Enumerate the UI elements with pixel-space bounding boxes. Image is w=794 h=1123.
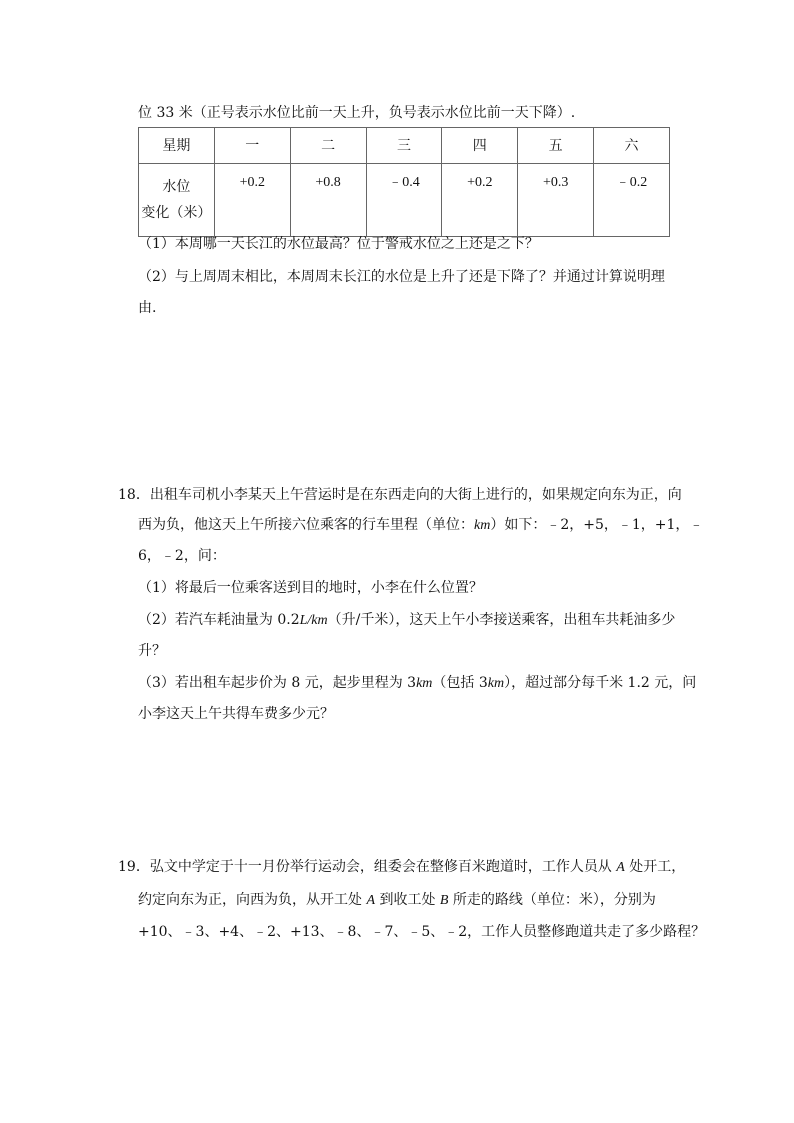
unit-l-per-km: L/km bbox=[299, 613, 328, 628]
value-tue: +0.8 bbox=[290, 164, 366, 237]
q18-line1: 18．出租车司机小李某天上午营运时是在东西走向的大街上进行的，如果规定向东为正，向 bbox=[118, 487, 682, 503]
q18-sub3-line2: 小李这天上午共得车费多少元？ bbox=[138, 706, 334, 722]
q19-line2 bbox=[138, 890, 656, 911]
value-mon: +0.2 bbox=[214, 164, 290, 237]
q18-line2 bbox=[138, 515, 703, 536]
day-fri: 五 bbox=[518, 128, 594, 164]
q18-sub2-line2: 升？ bbox=[138, 643, 166, 659]
value-fri: +0.3 bbox=[518, 164, 594, 237]
q17-intro-tail: 位 33 米（正号表示水位比前一天上升，负号表示水位比前一天下降）. bbox=[138, 105, 576, 121]
q19-line1-a: 19．弘文中学定于十一月份举行运动会，组委会在整修百米跑道时，工作人员从 bbox=[118, 859, 617, 875]
table-data-row bbox=[139, 164, 670, 237]
q18-sub2-b: （升/千米），这天上午小李接送乘客，出租车共耗油多少 bbox=[327, 612, 676, 628]
q18-line3: 6，﹣2，问： bbox=[138, 548, 226, 564]
day-sat: 六 bbox=[594, 128, 670, 164]
table-header-label: 星期 bbox=[139, 128, 215, 164]
q19-line2-c: 所走的路线（单位：米），分别为 bbox=[448, 892, 656, 908]
q18-line2-a: 西为负，他这天上午所接六位乘客的行车里程（单位： bbox=[138, 517, 474, 533]
q19-line3: +10、﹣3、+4、﹣2、+13、﹣8、﹣7、﹣5、﹣2，工作人员整修跑道共走了多少路程？ bbox=[138, 924, 706, 940]
q17-sub1: （1）本周哪一天长江的水位最高？位于警戒水位之上还是之下？ bbox=[138, 236, 539, 252]
point-a: A bbox=[366, 893, 376, 908]
q19-line2-b: 到收工处 bbox=[375, 892, 440, 908]
unit-km: km bbox=[487, 676, 505, 691]
day-thu: 四 bbox=[442, 128, 518, 164]
q19-line2-a: 约定向东为正，向西为负，从开工处 bbox=[138, 892, 367, 908]
point-a: A bbox=[616, 860, 625, 875]
q17-sub2-line2: 由. bbox=[138, 300, 157, 316]
q18-sub1: （1）将最后一位乘客送到目的地时，小李在什么位置？ bbox=[138, 580, 483, 596]
value-sat: ﹣0.2 bbox=[594, 164, 670, 237]
row-label bbox=[139, 164, 215, 237]
day-tue: 二 bbox=[290, 128, 366, 164]
q18-sub3-c: ），超过部分每千米 1.2 元，问 bbox=[504, 675, 697, 691]
table-header-row bbox=[139, 128, 670, 164]
q19-line1-b: 处开工， bbox=[624, 859, 686, 875]
point-b: B bbox=[439, 893, 449, 908]
day-mon: 一 bbox=[214, 128, 290, 164]
q18-line2-b: ）如下：﹣2，+5，﹣1，+1，﹣ bbox=[490, 517, 704, 533]
day-wed: 三 bbox=[366, 128, 442, 164]
q17-sub2-line1: （2）与上周周末相比，本周周末长江的水位是上升了还是下降了？并通过计算说明理 bbox=[138, 269, 665, 285]
q19-line1 bbox=[118, 857, 685, 878]
q18-sub3-a: （3）若出租车起步价为 8 元，起步里程为 3 bbox=[138, 675, 417, 691]
q18-sub3-b: （包括 3 bbox=[432, 675, 488, 691]
unit-km: km bbox=[416, 676, 433, 691]
unit-km: km bbox=[474, 518, 491, 533]
q18-sub2-a: （2）若汽车耗油量为 0.2 bbox=[138, 612, 300, 628]
row-label-line1: 水位 bbox=[162, 179, 191, 195]
q18-sub2-line1 bbox=[138, 610, 675, 631]
water-level-table bbox=[138, 127, 670, 237]
row-label-line2: 变化（米） bbox=[141, 205, 212, 221]
value-wed: ﹣0.4 bbox=[366, 164, 442, 237]
q18-sub3-line1 bbox=[138, 673, 696, 694]
value-thu: +0.2 bbox=[442, 164, 518, 237]
